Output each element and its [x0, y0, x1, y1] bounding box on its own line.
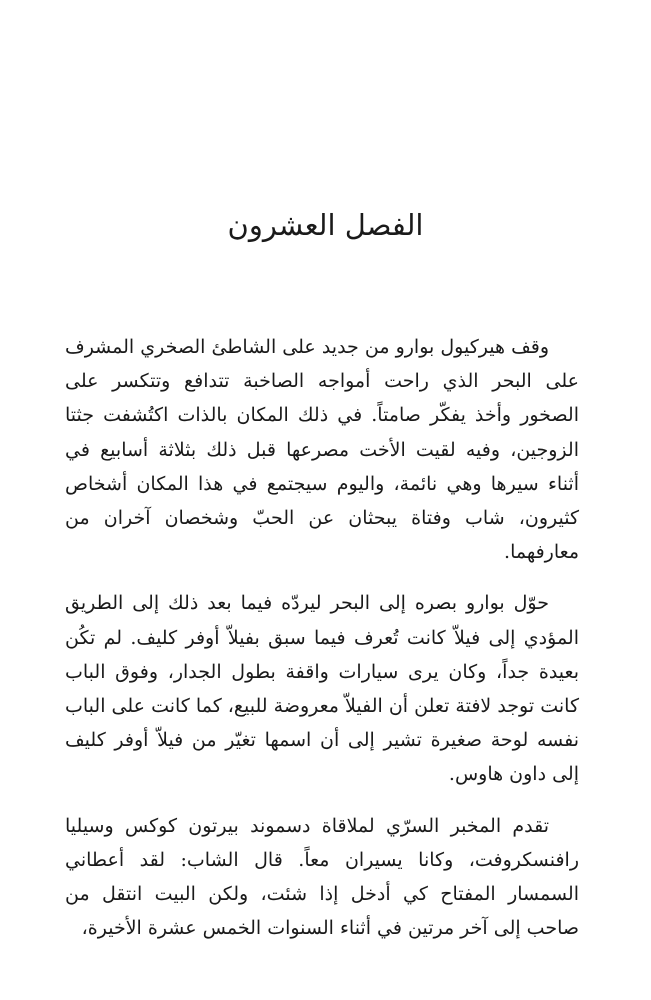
paragraph-2: حوّل بوارو بصره إلى البحر ليردّه فيما بعد ذلك إلى الطريق المؤدي إلى فيلاّ كانت تُعرف فيما سبق بفيلاّ أوفر كليف. لم تكُن بعيدة جداً، وكان يرى سيارات واقفة بطول الجدار، وفوق الباب كانت توجد لافتة تعلن أن الفيلاّ معروضة للبيع، كما كانت على الباب نفسه لوحة صغيرة تشير إلى أن اسمها تغيّر من فيلاّ أوفر كليف إلى داون هاوس.	[65, 592, 579, 786]
body-text	[65, 330, 579, 962]
paragraph-3: تقدم المخبر السرّي لملاقاة دسموند بيرتون كوكس وسيليا رافنسكروفت، وكانا يسيران معاً. قال الشاب: لقد أعطاني السمسار المفتاح كي أدخل إذا شئت، ولكن البيت انتقل من صاحب إلى آخر مرتين في أثناء السنوات الخمس عشرة الأخيرة،	[65, 814, 579, 940]
chapter-title: الفصل العشرون	[227, 208, 424, 242]
paragraph-1: وقف هيركيول بوارو من جديد على الشاطئ الصخري المشرف على البحر الذي راحت أمواجه الصاخبة تتدافع وتتكسر على الصخور وأخذ يفكّر صامتاً. في ذلك المكان بالذات اكتُشفت جثتا الزوجين، وفيه لقيت الأخت مصرعها قبل ذلك بثلاثة أسابيع في أثناء سيرها وهي نائمة، واليوم سيجتمع في هذا المكان أشخاص كثيرون، شاب وفتاة يبحثان عن الحبّ وشخصان آخران من معارفهما.	[65, 336, 579, 564]
